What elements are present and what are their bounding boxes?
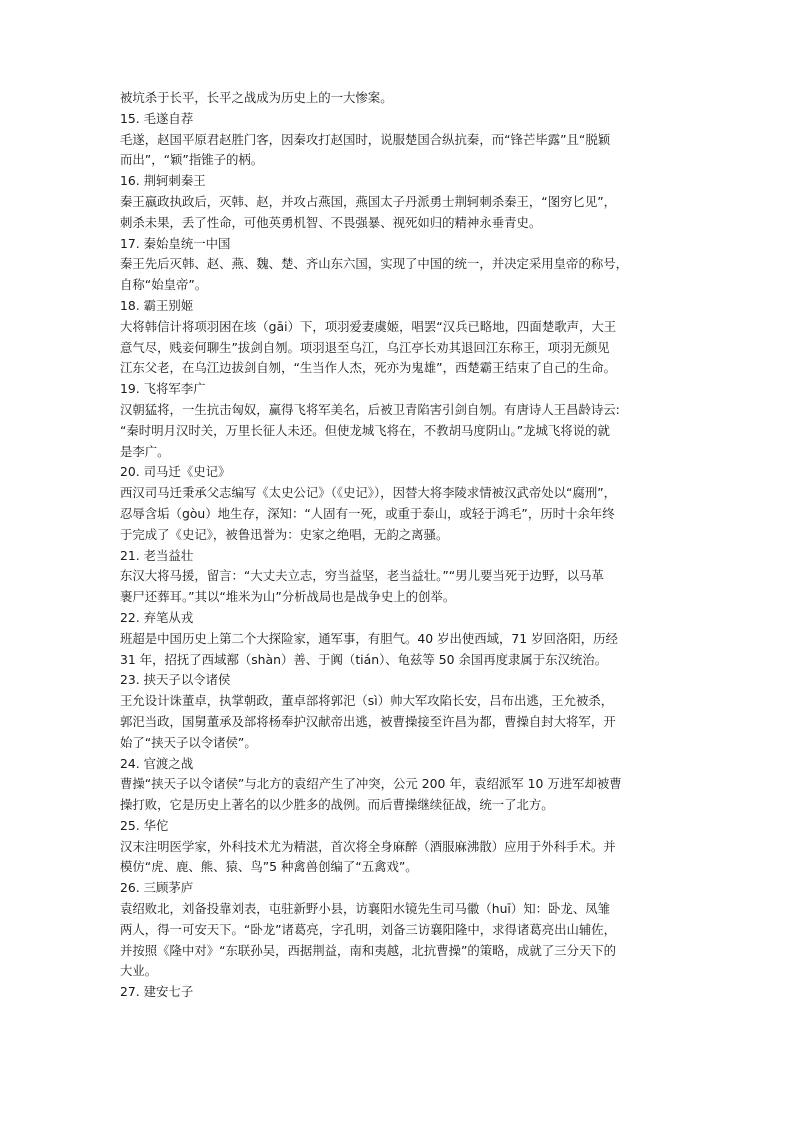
section-heading: 24. 官渡之战	[120, 755, 194, 771]
text-line: 王允设计诛董卓，执掌朝政，董卓部将郭汜（sì）帅大军攻陷长安，吕布出逃，王允被杀，	[120, 693, 614, 709]
text-line: 毛遂，赵国平原君赵胜门客，因秦攻打赵国时，说服楚国合纵抗秦，而“锋芒毕露”且“脱颖	[120, 131, 611, 147]
text-line: 大将韩信计将项羽困在垓（gāi）下，项羽爱妻虞姬，唱罢“汉兵已略地，四面楚歌声，大王	[120, 318, 617, 334]
text-line: 郭汜当政，国舅董承及部将杨奉护汉献帝出逃，被曹操接至许昌为都，曹操自封大将军，开	[120, 713, 616, 729]
text-line: 两人，得一可安天下。“卧龙”诸葛亮，字孔明，刘备三访襄阳隆中，求得诸葛亮出山辅佐，	[120, 921, 617, 937]
section-heading: 27. 建安七子	[120, 984, 194, 1000]
section-heading: 25. 华佗	[120, 817, 169, 833]
section-heading: 20. 司马迁《史记》	[120, 464, 231, 480]
text-line: 班超是中国历史上第二个大探险家，通军事，有胆气。40 岁出使西域，71 岁回洛阳，历经	[120, 630, 618, 646]
text-line: 大业。	[120, 963, 158, 979]
section-heading: 21. 老当益壮	[120, 547, 194, 563]
text-line: 是李广。	[120, 443, 170, 459]
text-line: “秦时明月汉时关，万里长征人未还。但使龙城飞将在，不教胡马度阴山。”龙城飞将说的就	[120, 422, 610, 438]
text-line: 江东父老，在乌江边拔剑自刎，“生当作人杰，死亦为鬼雄”，西楚霸王结束了自己的生命。	[120, 360, 617, 376]
section-heading: 18. 霸王别姬	[120, 297, 194, 313]
text-line: 31 年，招抚了西域鄯（shàn）善、于阗（tián）、龟兹等 50 余国再度隶属于东汉统治。	[120, 651, 608, 667]
text-line: 并按照《隆中对》“东联孙吴，西据荆益，南和夷越，北抗曹操”的策略，成就了三分天下的	[120, 942, 617, 958]
text-line: 忍辱含垢（gòu）地生存，深知：“人固有一死，或重于泰山，或轻于鸿毛”，历时十余年终	[120, 505, 615, 521]
text-line: 裹尸还葬耳。”其以“堆米为山”分析战局也是战争史上的创举。	[120, 589, 456, 605]
section-heading: 19. 飞将军李广	[120, 381, 206, 397]
section-heading: 17. 秦始皇统一中国	[120, 235, 231, 251]
text-line: 于完成了《史记》，被鲁迅誉为：史家之绝唱，无韵之离骚。	[120, 526, 449, 542]
text-line: 秦王嬴政执政后，灭韩、赵，并攻占燕国，燕国太子丹派勇士荆轲刺杀秦王，“图穷匕见”，	[120, 193, 617, 209]
text-line: 自称“始皇帝”。	[120, 277, 208, 293]
section-heading: 23. 挟天子以令诸侯	[120, 672, 231, 688]
document-body	[120, 88, 680, 1003]
section-heading: 26. 三顾茅庐	[120, 880, 194, 896]
section-heading: 16. 荆轲刺秦王	[120, 173, 206, 189]
text-line: 操打败，它是历史上著名的以少胜多的战例。而后曹操继续征战，统一了北方。	[120, 797, 554, 813]
text-line: 刺杀未果，丢了性命，可他英勇机智、不畏强暴、视死如归的精神永垂青史。	[120, 214, 542, 230]
text-line: 被坑杀于长平，长平之战成为历史上的一大惨案。	[120, 90, 393, 105]
text-line: 曹操“挟天子以令诸侯”与北方的袁绍产生了冲突，公元 200 年，袁绍派军 10 万进军却被曹	[120, 776, 622, 792]
section-heading: 22. 弃笔从戎	[120, 609, 194, 625]
text-line: 汉末注明医学家，外科技术尤为精湛，首次将全身麻醉（酒服麻沸散）应用于外科手术。并	[120, 838, 616, 854]
text-line: 东汉大将马援，留言：“大丈夫立志，穷当益坚，老当益壮。”“男儿要当死于边野，以马革	[120, 568, 604, 584]
text-line: 模仿“虎、鹿、熊、猿、鸟”5 种禽兽创编了“五禽戏”。	[120, 859, 418, 875]
text-line: 西汉司马迁秉承父志编写《太史公记》（《史记》），因替大将李陵求情被汉武帝处以“腐刑”，	[120, 485, 617, 501]
text-line: 而出”，“颖”指锥子的柄。	[120, 152, 264, 168]
text-line: 汉朝猛将，一生抗击匈奴，赢得飞将军美名，后被卫青陷害引剑自刎。有唐诗人王昌龄诗云:	[120, 401, 620, 417]
section-heading: 15. 毛遂自荐	[120, 110, 194, 126]
text-line: 始了“挟天子以令诸侯”。	[120, 734, 257, 750]
text-line: 秦王先后灭韩、赵、燕、魏、楚、齐山东六国，实现了中国的统一，并决定采用皇帝的称号，	[120, 256, 629, 272]
text-line: 袁绍败北，刘备投靠刘表，屯驻新野小县，访襄阳水镜先生司马徽（huī）知：卧龙、凤雏	[120, 901, 610, 917]
text-line: 意气尽，贱妾何聊生”拔剑自刎。项羽退至乌江，乌江亭长劝其退回江东称王，项羽无颜见	[120, 339, 610, 355]
